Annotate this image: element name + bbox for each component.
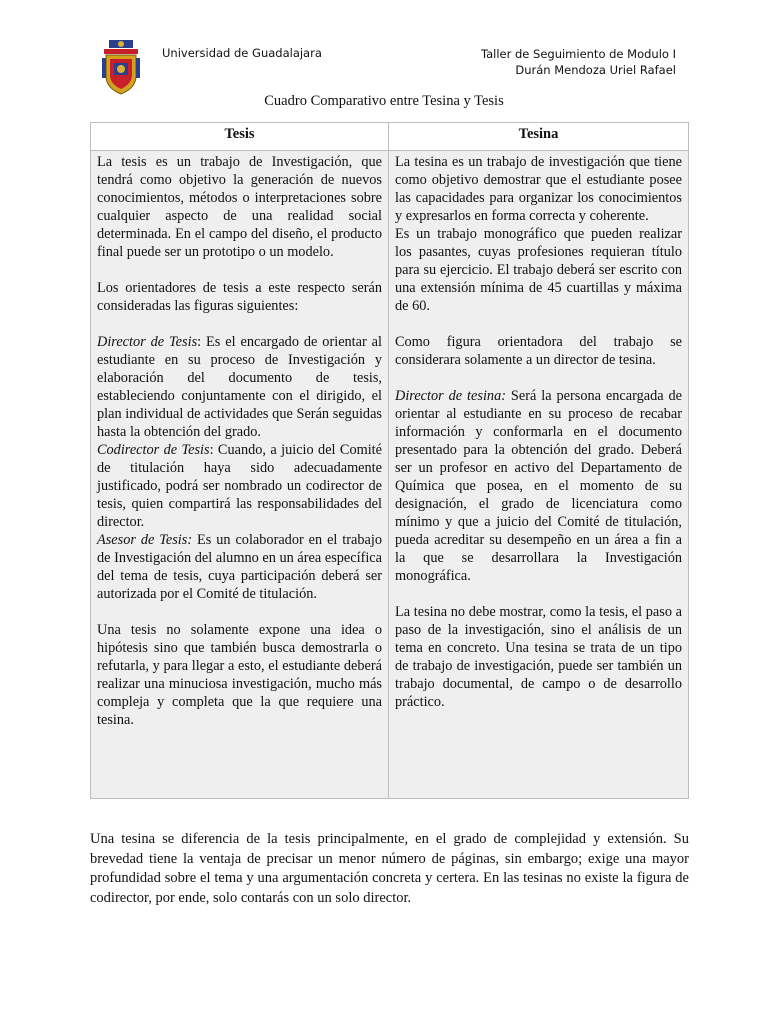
tesina-director-term: Director de tesina:: [395, 388, 506, 404]
tesis-director-term: Director de Tesis: [97, 334, 198, 350]
university-name: Universidad de Guadalajara: [162, 46, 322, 60]
column-header-tesis: Tesis: [91, 123, 389, 151]
page-title: Cuadro Comparativo entre Tesina y Tesis: [264, 93, 504, 109]
comparison-table: [90, 122, 689, 799]
tesina-advisor-intro: Como figura orientadora del trabajo se considerara solamente a un director de tesina.: [395, 334, 682, 368]
tesina-monograph: Es un trabajo monográfico que pueden realizar los pasantes, cuyas profesiones requieran título para su ejercicio. El trabajo deberá ser escrito con una extensión mínima de 45 cuartillas y máxima de 60.: [395, 226, 682, 314]
tesis-asesor-text: Es un colaborador en el trabajo de Investigación del alumno en un área específica del tema de tesis, cuya participación deberá ser autorizada por el Comité de titulación.: [97, 532, 383, 602]
tesina-definition: La tesina es un trabajo de investigación que tiene como objetivo demostrar que el estudiante posee las capacidades para organizar los conocimientos y expresarlos en forma correcta y coherente.: [395, 154, 682, 224]
tesis-conclusion: Una tesis no solamente expone una idea o hipótesis sino que también busca demostrarla o refutarla, y para llegar a esto, el estudiante deberá realizar una minuciosa investigación, mucho más compleja y completa que la que requiere una tesina.: [97, 622, 382, 728]
tesis-cell: [91, 151, 389, 798]
summary-paragraph: Una tesina se diferencia de la tesis principalmente, en el grado de complejidad y extensión. Su brevedad tiene la ventaja de precisar un menor número de páginas, sin embargo; exige una mayor profundidad sobre el tema y una argumentación concreta y certera. En las tesinas no existe la figura de codirector, por ende, solo contarás con un solo director.: [90, 831, 689, 906]
tesina-cell: [389, 151, 688, 798]
table-body: [91, 151, 688, 798]
tesis-codirector: [97, 441, 382, 531]
tesis-director: [97, 333, 382, 441]
tesina-director-text: Será la persona encargada de orientar al estudiante en su proceso de recabar información y conformarla en el documento presentado para la obtención del grado. Deberá ser un profesor en activo del Departamento de Química que posea, en el momento de su designación, el grado de licenciatura como mínimo y que a juicio del Comité de titulación, pueda acreditar su desempeño en un área a fin a la que se desarrollara la Investigación monográfica.: [395, 388, 682, 584]
column-header-tesina: Tesina: [518, 126, 559, 142]
tesis-asesor: [97, 531, 382, 603]
tesis-definition: La tesis es un trabajo de Investigación, que tendrá como objetivo la generación de nuevos conocimientos, métodos o interpretaciones sobre cualquier aspecto de una realidad social determinada. En el campo del diseño, el producto final puede ser un prototipo o un modelo.: [97, 154, 382, 260]
tesina-director: [395, 387, 682, 585]
author-name: Durán Mendoza Uriel Rafael: [515, 63, 676, 77]
course-name: Taller de Seguimiento de Modulo I: [480, 47, 676, 61]
university-crest-icon: [100, 38, 142, 96]
tesina-conclusion: La tesina no debe mostrar, como la tesis, el paso a paso de la investigación, sino el análisis de un tema en concreto. Una tesina se trata de un tipo de trabajo de investigación, puede ser también un trabajo documental, de campo o de desarrollo práctico.: [395, 604, 682, 710]
tesis-asesor-term: Asesor de Tesis:: [97, 532, 193, 548]
tesis-director-text: : Es el encargado de orientar al estudiante en su proceso de Investigación y elaboración del documento de tesis, estableciendo conjuntamente con el dirigido, el plan individual de actividades que Serán seguidas hasta la obtención del grado.: [97, 334, 383, 440]
page-header: [0, 30, 768, 100]
header-right: [481, 46, 676, 78]
tesis-codirector-term: Codirector de Tesis: [97, 442, 210, 458]
table-header: [91, 123, 688, 151]
tesis-advisors-intro: Los orientadores de tesis a este respecto serán consideradas las figuras siguientes:: [97, 280, 382, 314]
tesis-codirector-text: : Cuando, a juicio del Comité de titulación haya sido adecuadamente justificado, podrá ser nombrado un codirector de tesis, quien compartirá las responsabilidades del director.: [97, 442, 382, 530]
